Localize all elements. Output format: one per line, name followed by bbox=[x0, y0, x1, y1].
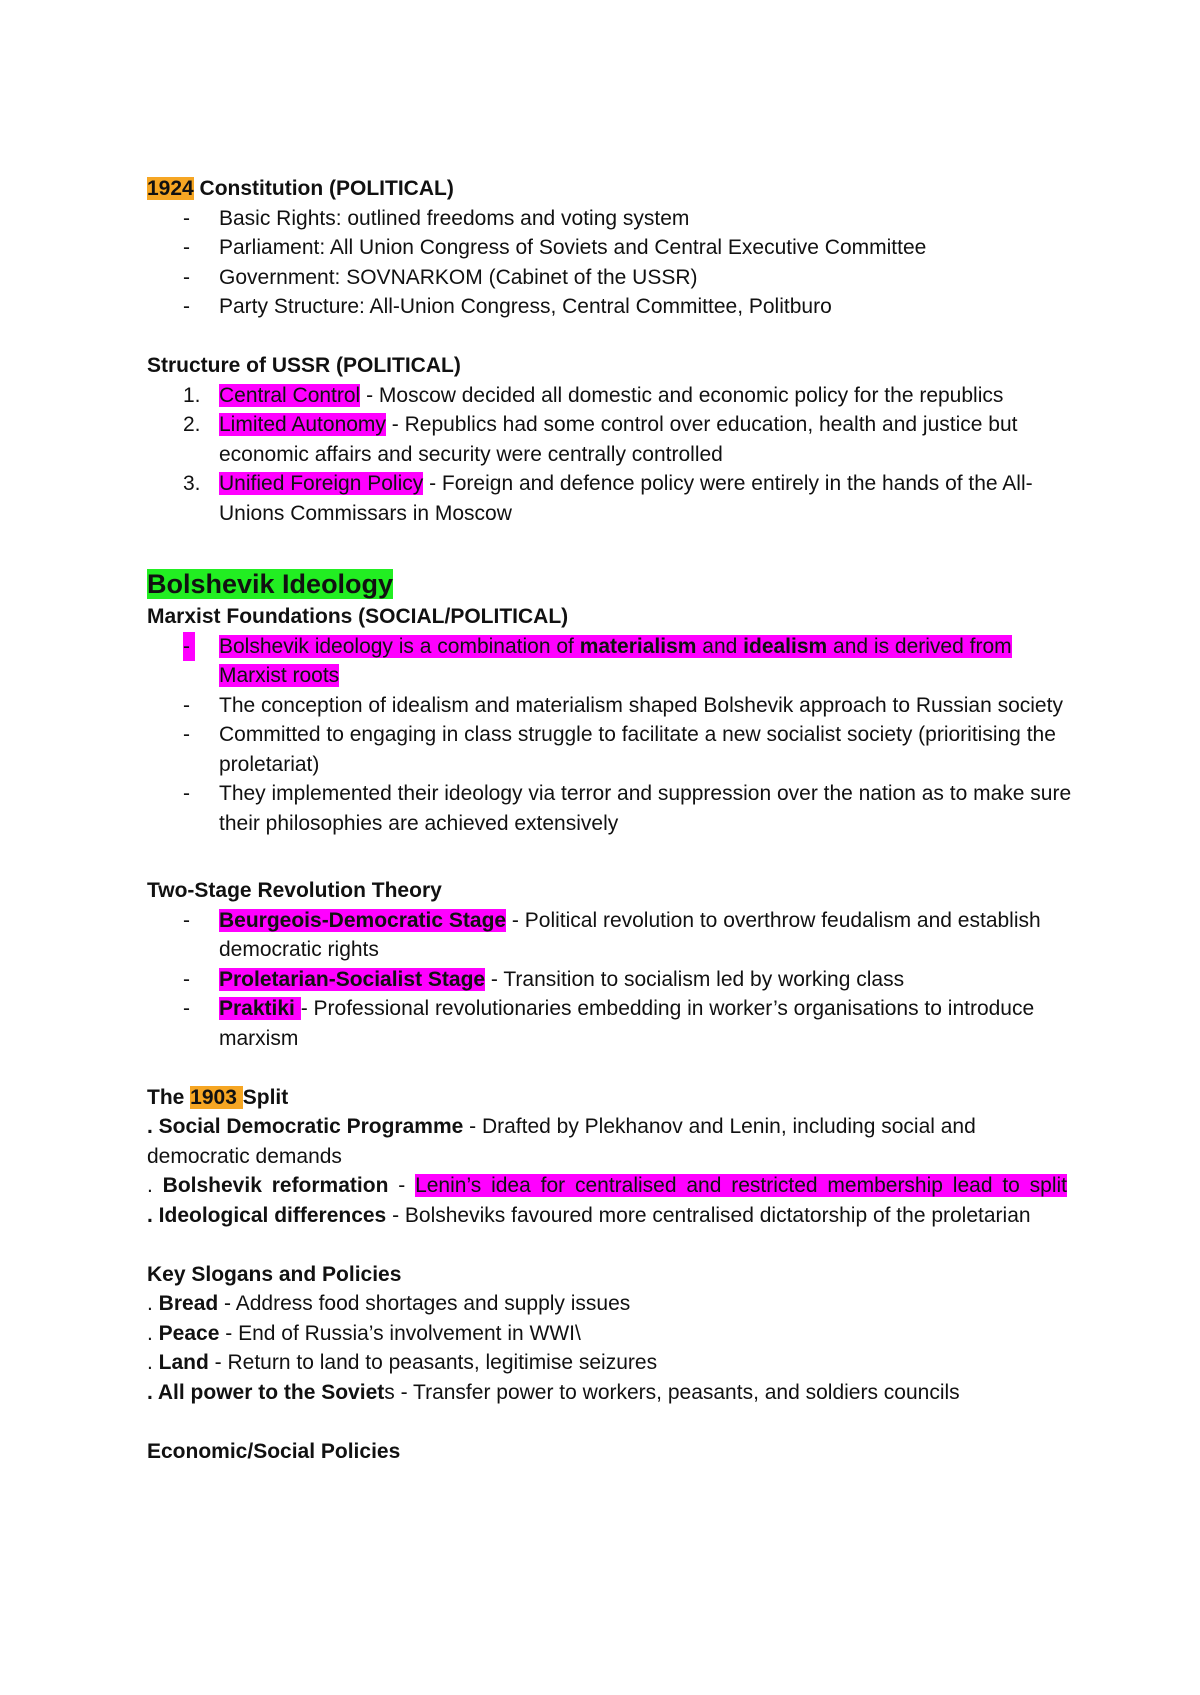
list-item: . Land - Return to land to peasants, legitimise seizures bbox=[147, 1351, 658, 1374]
split-paragraph: . Bolshevik reformation - Lenin’s idea for centralised and restricted membership lead to split bbox=[147, 1174, 1068, 1197]
list-item: 1. Central Control - Moscow decided all domestic and economic policy for the republics bbox=[183, 383, 1004, 407]
term-highlight: Limited Autonomy bbox=[219, 413, 386, 436]
list-item: - Committed to engaging in class struggle to facilitate a new socialist society (prioritising the proletariat) bbox=[183, 723, 1056, 776]
term-highlight: Beurgeois-Democratic Stage bbox=[219, 908, 507, 932]
ideology-section bbox=[147, 566, 1077, 838]
term-highlight: Praktiki bbox=[219, 997, 301, 1020]
list-item: . All power to the Soviets - Transfer power to workers, peasants, and soldiers councils bbox=[147, 1380, 960, 1404]
constitution-section bbox=[147, 174, 1077, 322]
slogans-section bbox=[147, 1260, 1077, 1408]
split-section bbox=[147, 1083, 1077, 1231]
term-highlight: Central Control bbox=[219, 383, 361, 407]
document-page bbox=[147, 174, 1077, 1466]
list-item: - Basic Rights: outlined freedoms and voting system bbox=[183, 206, 690, 230]
slogans-heading: Key Slogans and Policies bbox=[147, 1262, 402, 1286]
ideology-heading: Bolshevik Ideology bbox=[147, 569, 394, 599]
split-paragraph: . Social Democratic Programme - Drafted by Plekhanov and Lenin, including social and democratic demands bbox=[147, 1115, 976, 1168]
marxist-heading: Marxist Foundations (SOCIAL/POLITICAL) bbox=[147, 605, 569, 628]
structure-section bbox=[147, 351, 1077, 528]
list-item: - They implemented their ideology via terror and suppression over the nation as to make sure their philosophies are achieved extensively bbox=[183, 782, 1072, 835]
list-item: - Beurgeois-Democratic Stage - Political revolution to overthrow feudalism and establish democratic rights bbox=[183, 908, 1041, 961]
constitution-heading: 1924 Constitution (POLITICAL) bbox=[147, 177, 454, 200]
split-paragraph: . Ideological differences - Bolsheviks favoured more centralised dictatorship of the proletarian bbox=[147, 1203, 1031, 1227]
econ-heading: Economic/Social Policies bbox=[147, 1439, 401, 1463]
term-highlight: Lenin’s idea for centralised and restricted membership lead to split bbox=[415, 1174, 1068, 1197]
split-heading: The 1903 Split bbox=[147, 1085, 289, 1109]
year-highlight: 1903 bbox=[190, 1085, 243, 1109]
structure-heading: Structure of USSR (POLITICAL) bbox=[147, 354, 461, 377]
two-stage-section bbox=[147, 876, 1077, 1053]
term-highlight: Unified Foreign Policy bbox=[219, 472, 424, 495]
year-highlight: 1924 bbox=[147, 177, 194, 200]
term-highlight: Proletarian-Socialist Stage bbox=[219, 967, 486, 991]
list-item: - Government: SOVNARKOM (Cabinet of the USSR) bbox=[183, 265, 698, 289]
list-item: - Bolshevik ideology is a combination of materialism and idealism and is derived from Marxist roots bbox=[147, 632, 1077, 691]
list-item: 2. Limited Autonomy - Republics had some control over education, health and justice but economic affairs and security were centrally controlled bbox=[183, 413, 1018, 466]
list-item: - The conception of idealism and materialism shaped Bolshevik approach to Russian society bbox=[183, 693, 1063, 717]
list-item: 3. Unified Foreign Policy - Foreign and defence policy were entirely in the hands of the All-Unions Commissars in Moscow bbox=[183, 472, 1033, 525]
list-item: - Proletarian-Socialist Stage - Transition to socialism led by working class bbox=[183, 967, 905, 991]
list-item: . Bread - Address food shortages and supply issues bbox=[147, 1292, 631, 1315]
list-item: - Party Structure: All-Union Congress, Central Committee, Politburo bbox=[183, 295, 832, 318]
two-stage-heading: Two-Stage Revolution Theory bbox=[147, 879, 442, 902]
list-item: . Peace - End of Russia’s involvement in WWI\ bbox=[147, 1321, 581, 1345]
list-item: - Parliament: All Union Congress of Soviets and Central Executive Committee bbox=[183, 236, 927, 259]
list-item: - Praktiki - Professional revolutionaries embedding in worker’s organisations to introduce marxism bbox=[183, 997, 1035, 1050]
